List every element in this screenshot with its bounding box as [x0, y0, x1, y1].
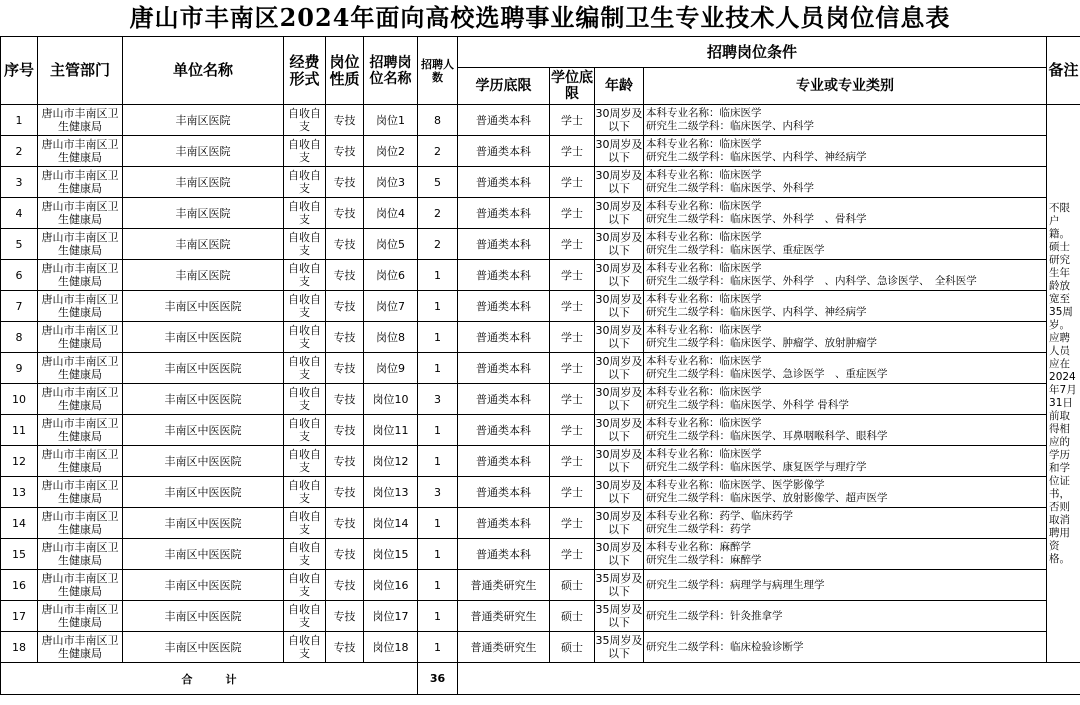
row-dept: 唐山市丰南区卫生健康局 [38, 539, 123, 570]
row-nature: 专技 [326, 105, 364, 136]
row-edu: 普通类研究生 [458, 601, 550, 632]
row-major [644, 601, 1047, 632]
row-major2: 研究生二级学科：临床医学、内科学 [646, 120, 814, 132]
row-nature: 专技 [326, 353, 364, 384]
row-nature: 专技 [326, 570, 364, 601]
table-row [1, 570, 1080, 601]
header-nature: 岗位性质 [326, 37, 364, 105]
row-count: 1 [418, 353, 458, 384]
row-unit: 丰南区中医医院 [123, 384, 284, 415]
row-major [644, 322, 1047, 353]
row-unit: 丰南区中医医院 [123, 601, 284, 632]
row-seq: 5 [1, 229, 38, 260]
row-unit: 丰南区医院 [123, 136, 284, 167]
row-major [644, 136, 1047, 167]
row-fund: 自收自支 [284, 322, 326, 353]
row-major [644, 229, 1047, 260]
row-degree: 学士 [550, 384, 595, 415]
row-fund: 自收自支 [284, 632, 326, 663]
row-unit: 丰南区中医医院 [123, 322, 284, 353]
row-nature: 专技 [326, 198, 364, 229]
row-count: 1 [418, 601, 458, 632]
row-nature: 专技 [326, 136, 364, 167]
row-dept: 唐山市丰南区卫生健康局 [38, 632, 123, 663]
table-row [1, 136, 1080, 167]
row-edu: 普通类本科 [458, 136, 550, 167]
row-fund: 自收自支 [284, 353, 326, 384]
row-major1: 本科专业名称：临床医学 [646, 417, 762, 429]
row-count: 2 [418, 136, 458, 167]
row-edu: 普通类本科 [458, 539, 550, 570]
row-major [644, 260, 1047, 291]
row-seq: 14 [1, 508, 38, 539]
row-unit: 丰南区医院 [123, 229, 284, 260]
row-seq: 11 [1, 415, 38, 446]
row-major2: 研究生二级学科：临床医学、急诊医学 、重症医学 [646, 368, 888, 380]
row-dept: 唐山市丰南区卫生健康局 [38, 167, 123, 198]
header-post: 招聘岗位名称 [364, 37, 418, 105]
row-fund: 自收自支 [284, 415, 326, 446]
row-unit: 丰南区医院 [123, 167, 284, 198]
row-edu: 普通类本科 [458, 384, 550, 415]
row-edu: 普通类本科 [458, 415, 550, 446]
row-major1: 本科专业名称：临床医学 [646, 386, 762, 398]
row-post: 岗位6 [364, 260, 418, 291]
row-major1: 本科专业名称：临床医学 [646, 107, 762, 119]
row-count: 2 [418, 198, 458, 229]
row-dept: 唐山市丰南区卫生健康局 [38, 353, 123, 384]
row-dept: 唐山市丰南区卫生健康局 [38, 477, 123, 508]
row-post: 岗位16 [364, 570, 418, 601]
table-row [1, 446, 1080, 477]
row-post: 岗位9 [364, 353, 418, 384]
row-major [644, 384, 1047, 415]
row-major2: 研究生二级学科：临床医学、康复医学与理疗学 [646, 461, 867, 473]
row-edu: 普通类本科 [458, 198, 550, 229]
row-major2: 研究生二级学科：麻醉学 [646, 554, 762, 566]
row-major [644, 477, 1047, 508]
row-unit: 丰南区中医医院 [123, 570, 284, 601]
row-major1: 研究生二级学科：针灸推拿学 [646, 609, 783, 622]
table-row [1, 353, 1080, 384]
row-unit: 丰南区中医医院 [123, 353, 284, 384]
note-cell: 不限户籍。硕士研究生年龄放宽至35周岁。应聘人员应在2024年7月31日前取得相应的学历和学位证书，否则取消聘用资格。 [1047, 105, 1080, 663]
row-nature: 专技 [326, 446, 364, 477]
header-conditions: 招聘岗位条件 [458, 37, 1047, 68]
row-age: 30周岁及以下 [595, 384, 644, 415]
row-degree: 学士 [550, 539, 595, 570]
table-row [1, 477, 1080, 508]
row-count: 1 [418, 508, 458, 539]
row-degree: 学士 [550, 446, 595, 477]
row-unit: 丰南区中医医院 [123, 477, 284, 508]
row-age: 30周岁及以下 [595, 198, 644, 229]
row-count: 1 [418, 291, 458, 322]
header-degree: 学位底限 [550, 68, 595, 105]
row-count: 2 [418, 229, 458, 260]
row-age: 30周岁及以下 [595, 477, 644, 508]
row-age: 30周岁及以下 [595, 167, 644, 198]
row-seq: 8 [1, 322, 38, 353]
row-major [644, 353, 1047, 384]
row-nature: 专技 [326, 508, 364, 539]
row-post: 岗位12 [364, 446, 418, 477]
row-count: 1 [418, 632, 458, 663]
row-edu: 普通类本科 [458, 105, 550, 136]
row-major [644, 570, 1047, 601]
row-major1: 本科专业名称：药学、临床药学 [646, 510, 793, 522]
row-edu: 普通类本科 [458, 167, 550, 198]
row-degree: 学士 [550, 322, 595, 353]
header-major: 专业或专业类别 [644, 68, 1047, 105]
table-row [1, 384, 1080, 415]
row-nature: 专技 [326, 167, 364, 198]
row-major [644, 415, 1047, 446]
row-major [644, 291, 1047, 322]
row-seq: 18 [1, 632, 38, 663]
row-major [644, 198, 1047, 229]
row-count: 5 [418, 167, 458, 198]
row-degree: 学士 [550, 415, 595, 446]
row-count: 1 [418, 322, 458, 353]
row-nature: 专技 [326, 291, 364, 322]
row-degree: 学士 [550, 229, 595, 260]
row-age: 30周岁及以下 [595, 353, 644, 384]
row-major1: 本科专业名称：临床医学 [646, 169, 762, 181]
row-count: 3 [418, 477, 458, 508]
row-fund: 自收自支 [284, 167, 326, 198]
row-dept: 唐山市丰南区卫生健康局 [38, 415, 123, 446]
row-major2: 研究生二级学科：临床医学、肿瘤学、放射肿瘤学 [646, 337, 877, 349]
row-seq: 4 [1, 198, 38, 229]
row-fund: 自收自支 [284, 508, 326, 539]
row-major [644, 508, 1047, 539]
row-fund: 自收自支 [284, 198, 326, 229]
row-dept: 唐山市丰南区卫生健康局 [38, 384, 123, 415]
table-row [1, 539, 1080, 570]
row-fund: 自收自支 [284, 477, 326, 508]
recruitment-table [0, 36, 1080, 695]
row-major [644, 539, 1047, 570]
row-fund: 自收自支 [284, 570, 326, 601]
row-unit: 丰南区中医医院 [123, 632, 284, 663]
row-degree: 硕士 [550, 601, 595, 632]
row-dept: 唐山市丰南区卫生健康局 [38, 601, 123, 632]
row-edu: 普通类本科 [458, 446, 550, 477]
row-dept: 唐山市丰南区卫生健康局 [38, 508, 123, 539]
row-degree: 学士 [550, 477, 595, 508]
row-unit: 丰南区中医医院 [123, 291, 284, 322]
row-post: 岗位3 [364, 167, 418, 198]
row-seq: 2 [1, 136, 38, 167]
row-degree: 学士 [550, 167, 595, 198]
row-major1: 本科专业名称：临床医学 [646, 200, 762, 212]
row-post: 岗位8 [364, 322, 418, 353]
row-age: 30周岁及以下 [595, 105, 644, 136]
row-post: 岗位2 [364, 136, 418, 167]
row-count: 1 [418, 570, 458, 601]
row-age: 30周岁及以下 [595, 260, 644, 291]
table-row [1, 632, 1080, 663]
row-age: 35周岁及以下 [595, 570, 644, 601]
row-major2: 研究生二级学科：临床医学、耳鼻咽喉科学、眼科学 [646, 430, 888, 442]
row-count: 1 [418, 446, 458, 477]
row-dept: 唐山市丰南区卫生健康局 [38, 136, 123, 167]
row-fund: 自收自支 [284, 446, 326, 477]
row-age: 30周岁及以下 [595, 136, 644, 167]
row-post: 岗位11 [364, 415, 418, 446]
row-unit: 丰南区中医医院 [123, 415, 284, 446]
row-count: 3 [418, 384, 458, 415]
row-nature: 专技 [326, 415, 364, 446]
row-degree: 学士 [550, 260, 595, 291]
row-major1: 本科专业名称：临床医学、医学影像学 [646, 479, 825, 491]
row-degree: 学士 [550, 105, 595, 136]
row-post: 岗位17 [364, 601, 418, 632]
row-post: 岗位10 [364, 384, 418, 415]
row-major [644, 632, 1047, 663]
row-seq: 6 [1, 260, 38, 291]
row-major1: 本科专业名称：临床医学 [646, 262, 762, 274]
table-row [1, 291, 1080, 322]
row-major1: 本科专业名称：临床医学 [646, 448, 762, 460]
row-age: 30周岁及以下 [595, 229, 644, 260]
row-degree: 学士 [550, 136, 595, 167]
row-age: 30周岁及以下 [595, 415, 644, 446]
table-row [1, 167, 1080, 198]
row-post: 岗位1 [364, 105, 418, 136]
row-seq: 10 [1, 384, 38, 415]
row-degree: 学士 [550, 508, 595, 539]
header-seq: 序号 [1, 37, 38, 105]
table-body [1, 105, 1080, 663]
row-major2: 研究生二级学科：临床医学、放射影像学、超声医学 [646, 492, 888, 504]
row-major2: 研究生二级学科：临床医学、内科学、神经病学 [646, 306, 867, 318]
row-nature: 专技 [326, 539, 364, 570]
row-dept: 唐山市丰南区卫生健康局 [38, 291, 123, 322]
row-edu: 普通类本科 [458, 229, 550, 260]
row-nature: 专技 [326, 477, 364, 508]
row-edu: 普通类研究生 [458, 570, 550, 601]
total-row [1, 663, 1080, 695]
header-edu: 学历底限 [458, 68, 550, 105]
row-seq: 17 [1, 601, 38, 632]
row-seq: 9 [1, 353, 38, 384]
table-row [1, 260, 1080, 291]
row-major1: 本科专业名称：临床医学 [646, 231, 762, 243]
row-degree: 学士 [550, 198, 595, 229]
row-major2: 研究生二级学科：临床医学、外科学 、骨科学 [646, 213, 867, 225]
row-dept: 唐山市丰南区卫生健康局 [38, 105, 123, 136]
row-dept: 唐山市丰南区卫生健康局 [38, 322, 123, 353]
total-count: 36 [418, 663, 458, 695]
row-dept: 唐山市丰南区卫生健康局 [38, 570, 123, 601]
table-row [1, 198, 1080, 229]
row-fund: 自收自支 [284, 229, 326, 260]
row-major2: 研究生二级学科：临床医学、外科学 、内科学、急诊医学、 全科医学 [646, 275, 977, 287]
row-edu: 普通类本科 [458, 477, 550, 508]
row-major2: 研究生二级学科：临床医学、内科学、神经病学 [646, 151, 867, 163]
row-age: 35周岁及以下 [595, 601, 644, 632]
row-dept: 唐山市丰南区卫生健康局 [38, 229, 123, 260]
row-fund: 自收自支 [284, 291, 326, 322]
header-fund: 经费形式 [284, 37, 326, 105]
row-major1: 研究生二级学科：临床检验诊断学 [646, 640, 804, 653]
row-post: 岗位13 [364, 477, 418, 508]
row-major1: 研究生二级学科：病理学与病理生理学 [646, 578, 825, 591]
row-major [644, 446, 1047, 477]
row-unit: 丰南区中医医院 [123, 508, 284, 539]
row-degree: 学士 [550, 291, 595, 322]
row-fund: 自收自支 [284, 601, 326, 632]
row-nature: 专技 [326, 632, 364, 663]
row-seq: 16 [1, 570, 38, 601]
row-age: 30周岁及以下 [595, 508, 644, 539]
row-fund: 自收自支 [284, 136, 326, 167]
row-post: 岗位18 [364, 632, 418, 663]
row-major1: 本科专业名称：临床医学 [646, 138, 762, 150]
row-nature: 专技 [326, 601, 364, 632]
row-degree: 硕士 [550, 570, 595, 601]
row-age: 30周岁及以下 [595, 539, 644, 570]
header-age: 年龄 [595, 68, 644, 105]
row-edu: 普通类本科 [458, 260, 550, 291]
row-edu: 普通类本科 [458, 353, 550, 384]
row-post: 岗位15 [364, 539, 418, 570]
row-seq: 15 [1, 539, 38, 570]
row-edu: 普通类研究生 [458, 632, 550, 663]
row-fund: 自收自支 [284, 384, 326, 415]
row-count: 1 [418, 260, 458, 291]
row-fund: 自收自支 [284, 105, 326, 136]
row-nature: 专技 [326, 384, 364, 415]
header-count: 招聘人数 [418, 37, 458, 105]
row-seq: 13 [1, 477, 38, 508]
row-major2: 研究生二级学科：临床医学、外科学 骨科学 [646, 399, 849, 411]
row-dept: 唐山市丰南区卫生健康局 [38, 260, 123, 291]
row-major1: 本科专业名称：临床医学 [646, 324, 762, 336]
row-nature: 专技 [326, 260, 364, 291]
row-unit: 丰南区医院 [123, 260, 284, 291]
total-label: 合 计 [1, 663, 418, 695]
row-major1: 本科专业名称：临床医学 [646, 355, 762, 367]
row-dept: 唐山市丰南区卫生健康局 [38, 198, 123, 229]
table-row [1, 229, 1080, 260]
row-post: 岗位5 [364, 229, 418, 260]
row-nature: 专技 [326, 322, 364, 353]
row-unit: 丰南区医院 [123, 105, 284, 136]
row-seq: 3 [1, 167, 38, 198]
row-post: 岗位7 [364, 291, 418, 322]
row-post: 岗位4 [364, 198, 418, 229]
row-major [644, 167, 1047, 198]
row-age: 30周岁及以下 [595, 446, 644, 477]
row-seq: 12 [1, 446, 38, 477]
row-major2: 研究生二级学科：临床医学、重症医学 [646, 244, 825, 256]
row-unit: 丰南区中医医院 [123, 539, 284, 570]
row-seq: 1 [1, 105, 38, 136]
header-dept: 主管部门 [38, 37, 123, 105]
row-degree: 硕士 [550, 632, 595, 663]
row-age: 30周岁及以下 [595, 322, 644, 353]
row-fund: 自收自支 [284, 539, 326, 570]
row-major1: 本科专业名称：临床医学 [646, 293, 762, 305]
table-row [1, 601, 1080, 632]
row-degree: 学士 [550, 353, 595, 384]
row-dept: 唐山市丰南区卫生健康局 [38, 446, 123, 477]
table-row [1, 105, 1080, 136]
row-unit: 丰南区中医医院 [123, 446, 284, 477]
row-major2: 研究生二级学科：临床医学、外科学 [646, 182, 814, 194]
row-major1: 本科专业名称：麻醉学 [646, 541, 751, 553]
row-unit: 丰南区医院 [123, 198, 284, 229]
header-note: 备注 [1047, 37, 1080, 105]
row-major [644, 105, 1047, 136]
row-nature: 专技 [326, 229, 364, 260]
header-unit: 单位名称 [123, 37, 284, 105]
row-edu: 普通类本科 [458, 508, 550, 539]
row-seq: 7 [1, 291, 38, 322]
row-post: 岗位14 [364, 508, 418, 539]
table-row [1, 508, 1080, 539]
page-title: 唐山市丰南区2024年面向高校选聘事业编制卫生专业技术人员岗位信息表 [129, 3, 951, 32]
row-count: 8 [418, 105, 458, 136]
row-edu: 普通类本科 [458, 322, 550, 353]
row-count: 1 [418, 539, 458, 570]
row-edu: 普通类本科 [458, 291, 550, 322]
row-age: 35周岁及以下 [595, 632, 644, 663]
row-major2: 研究生二级学科：药学 [646, 523, 751, 535]
row-count: 1 [418, 415, 458, 446]
row-age: 30周岁及以下 [595, 291, 644, 322]
table-row [1, 322, 1080, 353]
row-fund: 自收自支 [284, 260, 326, 291]
total-empty [458, 663, 1080, 695]
table-row [1, 415, 1080, 446]
